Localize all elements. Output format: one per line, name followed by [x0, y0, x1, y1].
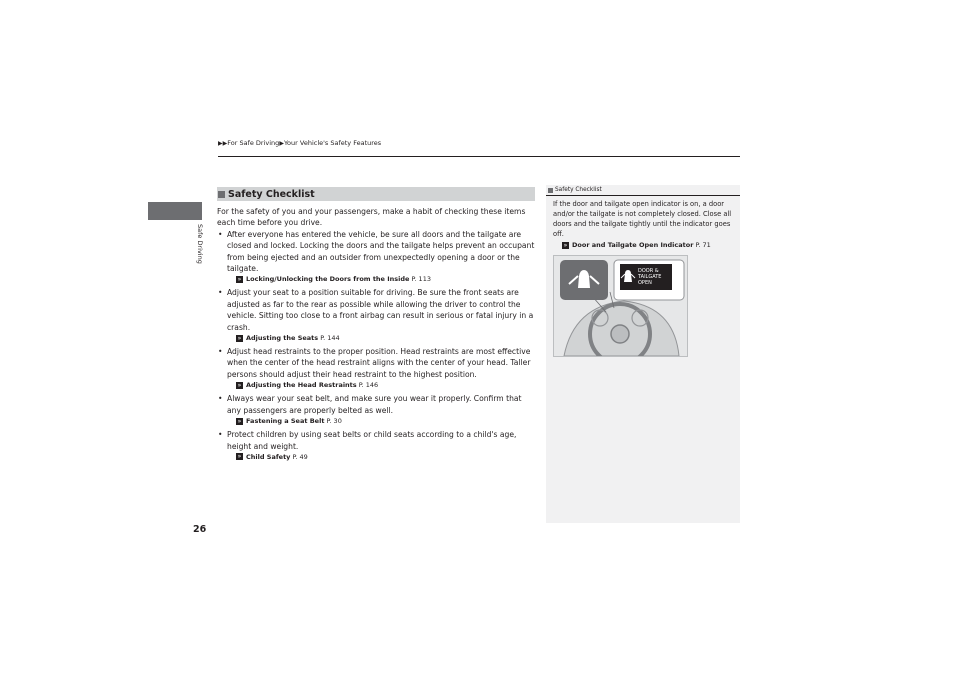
- cross-reference[interactable]: [217, 275, 535, 284]
- reference-title[interactable]: Adjusting the Head Restraints: [246, 381, 357, 390]
- section-title: Safety Checklist: [228, 188, 315, 200]
- reference-arrow-icon: »: [237, 453, 242, 461]
- section-heading: [217, 187, 535, 201]
- sidebar-title: Safety Checklist: [555, 187, 602, 193]
- bullet-icon: •: [218, 229, 223, 239]
- reference-page: P. 144: [320, 334, 340, 343]
- list-item: [217, 393, 535, 416]
- reference-title[interactable]: Adjusting the Seats: [246, 334, 319, 343]
- list-item-text: Protect children by using seat belts or child seats according to a child's age, height and weight.: [227, 430, 517, 451]
- reference-page: P. 113: [411, 275, 431, 284]
- bullet-icon: •: [218, 430, 223, 440]
- main-content: [217, 187, 535, 465]
- reference-title[interactable]: Fastening a Seat Belt: [246, 417, 325, 426]
- bullet-icon: •: [218, 347, 223, 357]
- list-item-text: Adjust head restraints to the proper position. Head restraints are most effective when the center of the head restraint aligns with the center of your head. Taller persons should adjust their head restraint to the highest position.: [227, 347, 531, 379]
- list-item: [217, 229, 535, 275]
- reference-arrow-icon: »: [563, 241, 568, 249]
- breadcrumb-arrow-icon: ▶: [279, 140, 284, 147]
- intro-paragraph: For the safety of you and your passengers, make a habit of checking these items each time before you drive.: [217, 207, 526, 228]
- chapter-label: Safe Driving: [196, 224, 204, 264]
- cross-reference[interactable]: [546, 241, 740, 249]
- reference-page: P. 71: [695, 241, 711, 249]
- heading-square-icon: [548, 188, 553, 193]
- cross-reference[interactable]: [217, 417, 535, 426]
- reference-page: P. 30: [326, 417, 342, 426]
- reference-title[interactable]: Door and Tailgate Open Indicator: [572, 241, 694, 249]
- breadcrumb-arrow-icon: ▶▶: [218, 140, 228, 147]
- bullet-icon: •: [218, 394, 223, 404]
- dashboard-illustration: [553, 255, 688, 357]
- list-item: [217, 287, 535, 333]
- list-item-text: After everyone has entered the vehicle, be sure all doors and the tailgate are closed and locked. Locking the doors and the tailgate helps prevent an occupant from being ejected and an outsider from unexpectedly opening a door or the tailgate.: [227, 229, 535, 274]
- page-number: 26: [193, 524, 207, 535]
- display-text-line1: DOOR &: [638, 268, 659, 274]
- list-item: [217, 346, 535, 380]
- sidebar-heading: [546, 185, 740, 196]
- reference-page: P. 49: [292, 452, 308, 461]
- breadcrumb-item-safe-driving[interactable]: For Safe Driving: [227, 139, 280, 147]
- dashboard-drawing: [554, 256, 687, 356]
- checklist: [217, 229, 535, 462]
- reference-arrow-icon: »: [237, 275, 242, 283]
- cross-reference[interactable]: [217, 334, 535, 343]
- list-item: [217, 429, 535, 452]
- list-item-text: Adjust your seat to a position suitable for driving. Be sure the front seats are adjusted as far to the rear as possible while allowing the driver to control the vehicle. Sitting too close to a front airbag can result in serious or fatal injury in a crash.: [227, 288, 534, 332]
- cross-reference[interactable]: [217, 453, 535, 462]
- breadcrumb: [218, 139, 381, 147]
- list-item-text: Always wear your seat belt, and make sure you wear it properly. Confirm that any passengers are properly belted as well.: [227, 394, 522, 415]
- bullet-icon: •: [218, 288, 223, 298]
- chapter-tab[interactable]: [148, 202, 202, 220]
- reference-title[interactable]: Locking/Unlocking the Doors from the Inside: [246, 275, 410, 284]
- display-text-line2: TAILGATE: [638, 274, 662, 280]
- cross-reference[interactable]: [217, 381, 535, 390]
- reference-arrow-icon: »: [237, 334, 242, 342]
- heading-square-icon: [218, 191, 225, 198]
- display-text-line3: OPEN: [638, 280, 652, 286]
- sidebar-text: If the door and tailgate open indicator is on, a door and/or the tailgate is not completely closed. Close all doors and the tailgate tightly until the indicator goes off.: [553, 200, 732, 238]
- reference-arrow-icon: »: [237, 381, 242, 389]
- reference-arrow-icon: »: [237, 417, 242, 425]
- header-rule: [218, 156, 740, 157]
- breadcrumb-item-safety-features[interactable]: Your Vehicle's Safety Features: [283, 139, 382, 147]
- reference-page: P. 146: [358, 381, 379, 390]
- reference-title[interactable]: Child Safety: [246, 452, 291, 461]
